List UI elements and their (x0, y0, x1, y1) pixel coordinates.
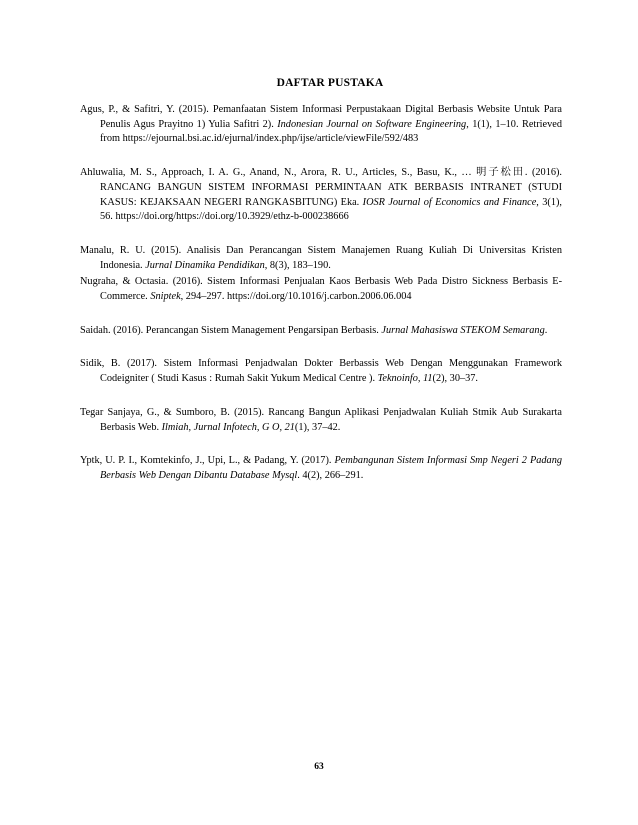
reference-details: (1), 37–42. (294, 421, 341, 433)
reference-details: . (544, 324, 548, 336)
reference-entry (80, 275, 562, 304)
reference-text: Agus, P., & Safitri, Y. (2015). Pemanfaatan Sistem Informasi Perpustakaan Digital Berbasis Website Untuk Para Penulis Agus Prayitno 1) Yulia Safitri 2). (80, 104, 562, 130)
reference-entry (80, 166, 562, 225)
reference-source: Teknoinfo, 11 (377, 373, 433, 385)
page-number: 63 (314, 762, 324, 772)
reference-text: Saidah. (2016). Perancangan Sistem Management Pengarsipan Berbasis. (80, 324, 382, 336)
reference-entry (80, 103, 562, 147)
reference-text: Nugraha, & Octasia. (2016). Sistem Informasi Penjualan Kaos Berbasis Web Pada Distro Sickness Berbasis E-Commerce. (80, 276, 562, 303)
reference-list (80, 103, 562, 484)
reference-text: Manalu, R. U. (2015). Analisis Dan Perancangan Sistem Manajemen Ruang Kuliah Di Universitas Kristen Indonesia. (80, 244, 562, 271)
reference-entry (80, 454, 562, 483)
reference-details: , 3(1), 56. https://doi.org/https://doi.org/10.3929/ethz-b-000238666 (100, 196, 562, 223)
reference-entry (80, 357, 562, 386)
reference-text: Sidik, B. (2017). Sistem Informasi Penjadwalan Dokter Berbassis Web Dengan Menggunakan Framework Codeigniter ( Studi Kasus : Rumah Sakit Yukum Medical Centre ). (80, 358, 562, 385)
reference-source: Indonesian Journal on Software Engineering (277, 118, 467, 130)
reference-source: Sniptek (150, 291, 181, 303)
reference-text: Ahluwalia, M. S., Approach, I. A. G., Anand, N., Arora, R. U., Articles, S., Basu, K., … 明子松田. (2016). RANCANG BANGUN SISTEM INFORMASI PERMINTAAN ATK BERBASIS INTRANET (STUDI KASUS: KEJAKSAAN NEGERI RANGKASBITUNG) Eka. (80, 167, 562, 208)
reference-source: Jurnal Mahasiswa STEKOM Semarang (381, 324, 545, 336)
reference-source: Pembangunan Sistem Informasi Smp Negeri 2 Padang Berbasis Web Dengan Dibantu Database Mysql (100, 455, 563, 481)
reference-text: Yptk, U. P. I., Komtekinfo, J., Upi, L., & Padang, Y. (2017). (80, 455, 335, 467)
reference-text: Tegar Sanjaya, G., & Sumboro, B. (2015). Rancang Bangun Aplikasi Penjadwalan Kuliah Stmik Aub Surakarta Berbasis Web. (80, 406, 562, 433)
reference-details: . 4(2), 266–291. (297, 469, 364, 481)
reference-details: (2), 30–37. (432, 373, 479, 385)
reference-details: , 294–297. https://doi.org/10.1016/j.carbon.2006.06.004 (180, 291, 412, 303)
reference-entry (80, 406, 562, 435)
page-title: DAFTAR PUSTAKA (276, 77, 384, 89)
reference-details: , 8(3), 183–190. (264, 259, 331, 271)
reference-entry (80, 324, 562, 339)
reference-entry (80, 244, 562, 273)
reference-source: IOSR Journal of Economics and Finance (362, 196, 537, 208)
reference-source: Jurnal Dinamika Pendidikan (145, 259, 265, 271)
reference-source: Ilmiah, Jurnal Infotech, G O, 21 (161, 421, 295, 433)
reference-details: , 1(1), 1–10. Retrieved from https://ejournal.bsi.ac.id/ejurnal/index.php/ijse/article/viewFile/592/483 (100, 118, 562, 145)
